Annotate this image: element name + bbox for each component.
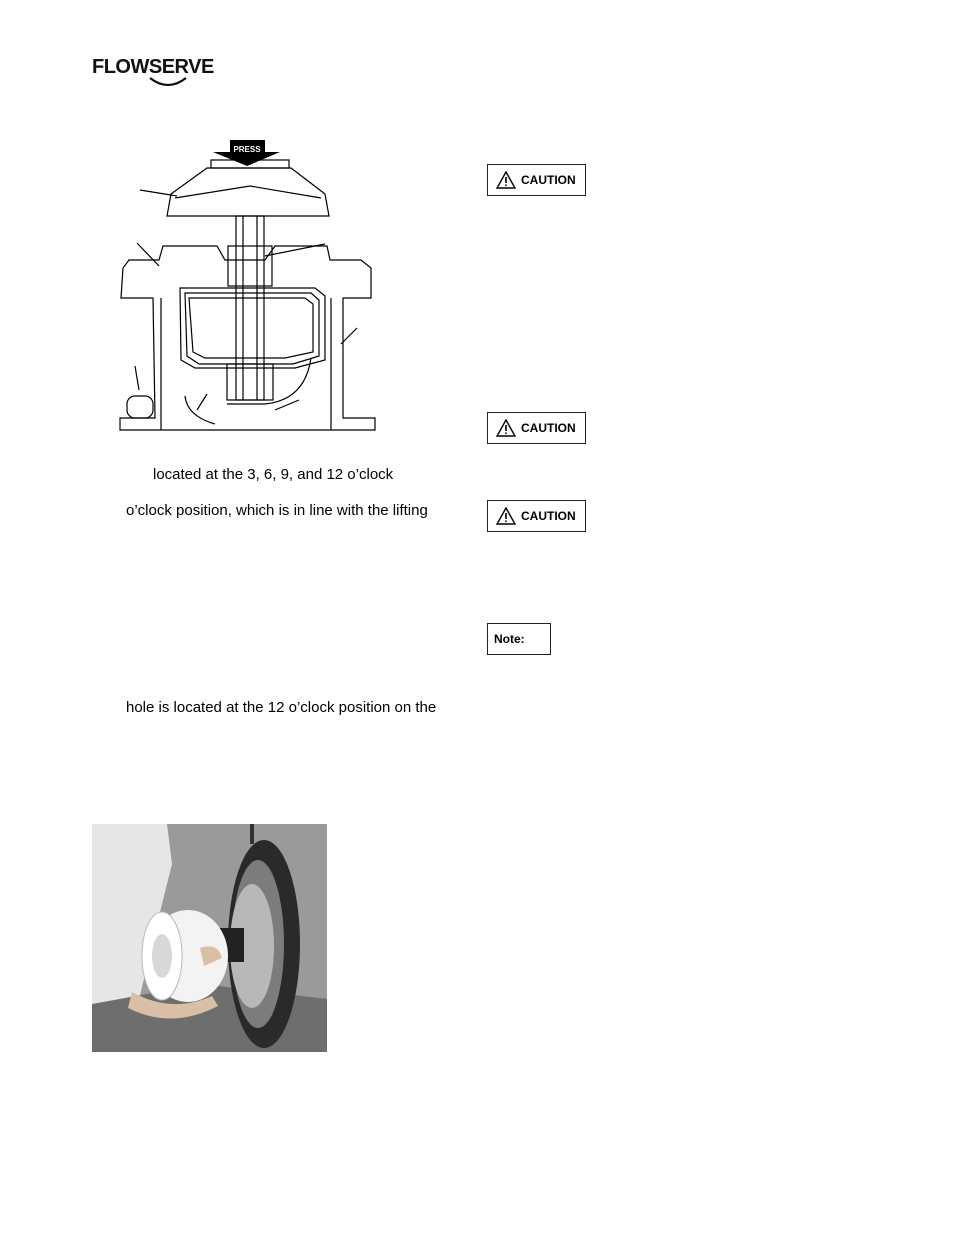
press-label: PRESS <box>233 145 261 154</box>
note-callout <box>487 623 551 655</box>
caution-callout-3 <box>487 500 586 532</box>
note-label: Note: <box>494 632 525 646</box>
logo-swoosh-icon <box>148 76 188 88</box>
flowserve-logo <box>92 54 214 90</box>
cross-section-diagram <box>115 138 380 436</box>
logo-text: FLOWSERVE <box>92 56 214 78</box>
caution-label: CAUTION <box>521 421 576 435</box>
warning-triangle-icon <box>496 507 516 525</box>
caution-label: CAUTION <box>521 173 576 187</box>
warning-triangle-icon <box>496 419 516 437</box>
body-text-line-1: located at the 3, 6, 9, and 12 o’clock <box>153 466 394 483</box>
body-text-line-3: hole is located at the 12 o’clock position on the <box>126 699 437 716</box>
assembly-photo <box>92 824 327 1052</box>
caution-label: CAUTION <box>521 509 576 523</box>
caution-callout-1 <box>487 164 586 196</box>
caution-callout-2 <box>487 412 586 444</box>
body-text-line-2: o’clock position, which is in line with the lifting <box>126 502 428 519</box>
warning-triangle-icon <box>496 171 516 189</box>
